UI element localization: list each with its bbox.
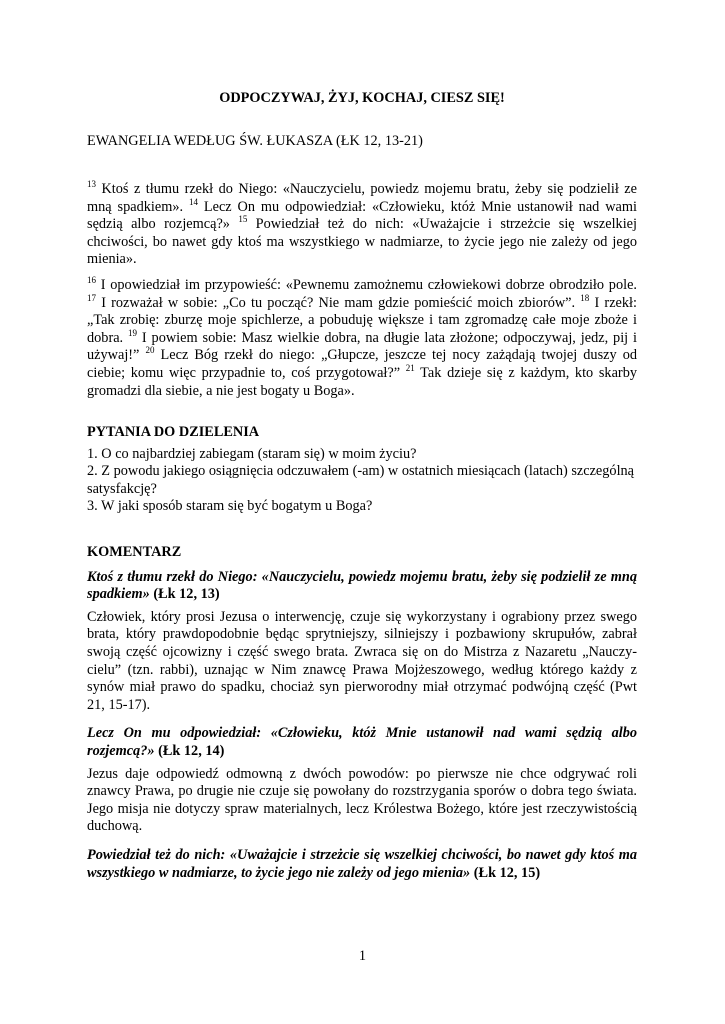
question-item: 1. O co najbardziej zabiegam (staram się) w moim życiu? xyxy=(87,445,417,462)
verse-number: 17 xyxy=(87,292,96,303)
verse-text: Powiedział też do nich: «Uważajcie i strzeżcie się wszelkiej chciwości, bo nawet gdy ktoś ma wszystkiego w nadmiarze, to życie jego nie zależy od jego mienia». xyxy=(87,216,637,268)
commentary-quote xyxy=(87,569,637,604)
verse-text: Lecz Bóg rzekł do niego: „Głupcze, jeszcze tej nocy zażądają twojej duszy od ciebie; komu więc przypadnie to, coś przygotował?” xyxy=(87,347,638,381)
verse-number: 14 xyxy=(188,196,198,207)
verse-number: 21 xyxy=(405,363,415,374)
quote-reference: (Łk 12, 14) xyxy=(154,742,225,759)
verse-text: Lecz On mu odpowiedział: «Człowieku, któż Mnie ustanowił nad wami sędzią albo rozjemcą?» xyxy=(87,198,637,233)
verse-text: Ktoś z tłumu rzekł do Niego: «Nauczycielu, powiedz mojemu bratu, żeby się podzielił ze mną spadkiem». xyxy=(87,181,637,215)
question-item: 2. Z powodu jakiego osiągnięcia odczuwałem (-am) w ostatnich miesiącach (latach) szczególną satysfakcję? xyxy=(87,463,635,497)
quote-text: Lecz On mu odpowiedział: «Człowieku, któż Mnie ustanowił nad wami sędzią albo rozjemcą?» xyxy=(87,725,637,759)
quote-reference: (Łk 12, 15) xyxy=(470,864,541,881)
questions-heading: PYTANIA DO DZIELENIA xyxy=(87,424,260,440)
verse-number: 16 xyxy=(87,275,96,286)
commentary-heading: KOMENTARZ xyxy=(87,544,182,560)
commentary-text: Człowiek, który prosi Jezusa o interwencję, czuje się wykorzystany i ograbiony przez swego brata, który prawdopodobnie będąc sprytniejszy, silniejszy i pozbawiony skrupułów, zabrał swoją część ojcowizny i część swego brata. Zwraca się on do Mistrza z Nazaretu „Nauczy-cielu” (tzn. rabbi), uznając w Nim znawcę Prawa Mojżeszowego, według którego każdy z synów miał prawo do spadku, chociaż syn pierworodny miał otrzymać podwójną część (Pwt 21, 15-17). xyxy=(87,608,637,713)
verse-number: 20 xyxy=(145,345,155,356)
verse-text: I rzekł: „Tak zrobię: zburzę moje spichlerze, a pobuduję większe i tam zgromadzę całe moje zboże i dobra. xyxy=(87,294,637,346)
quote-text: Ktoś z tłumu rzekł do Niego: «Nauczycielu, powiedz mojemu bratu, żeby się podzielił ze mną spadkiem» xyxy=(87,568,637,603)
verse-number: 15 xyxy=(238,214,248,225)
gospel-heading: EWANGELIA WEDŁUG ŚW. ŁUKASZA (ŁK 12, 13-21) xyxy=(87,133,423,149)
document-title: ODPOCZYWAJ, ŻYJ, KOCHAJ, CIESZ SIĘ! xyxy=(219,90,505,106)
commentary-quote xyxy=(87,847,637,882)
discussion-questions xyxy=(87,424,637,516)
commentary-quote xyxy=(87,725,637,760)
verse-text: Tak dzieje się z każdym, kto skarby gromadzi dla siebie, a nie jest bogaty u Boga». xyxy=(87,364,637,399)
commentary-text: Jezus daje odpowiedź odmowną z dwóch powodów: po pierwsze nie chce odgrywać roli znawcy Prawa, po drugie nie czuje się powołany do rozstrzygania sporów o dobra tego świata. Jego misja nie dotyczy spraw materialnych, lecz Królestwa Bożego, które jest rzeczywistością duchową. xyxy=(87,765,637,835)
reading-paragraph-1 xyxy=(87,181,637,269)
commentary xyxy=(87,544,637,887)
verse-text: I rozważał w sobie: „Co tu począć? Nie mam gdzie pomieścić moich zbiorów”. xyxy=(96,294,581,311)
verse-text: I opowiedział im przypowieść: «Pewnemu zamożnemu człowiekowi dobrze obrodziło pole. xyxy=(96,276,637,293)
quote-text: Powiedział też do nich: «Uważajcie i strzeżcie się wszelkiej chciwości, bo nawet gdy ktoś ma wszystkiego w nadmiarze, to życie jego nie zależy od jego mienia» xyxy=(87,846,637,881)
page-number: 1 xyxy=(358,948,367,964)
reading-paragraph-2 xyxy=(87,277,637,400)
verse-number: 18 xyxy=(580,292,590,303)
question-item: 3. W jaki sposób staram się być bogatym u Boga? xyxy=(87,498,373,515)
verse-number: 19 xyxy=(128,327,138,338)
quote-reference: (Łk 12, 13) xyxy=(149,586,220,603)
gospel-reading xyxy=(87,181,637,408)
verse-text: I powiem sobie: Masz wielkie dobra, na długie lata złożone; odpoczywaj, jedz, pij i używaj!” xyxy=(87,329,637,364)
verse-number: 13 xyxy=(87,179,96,190)
